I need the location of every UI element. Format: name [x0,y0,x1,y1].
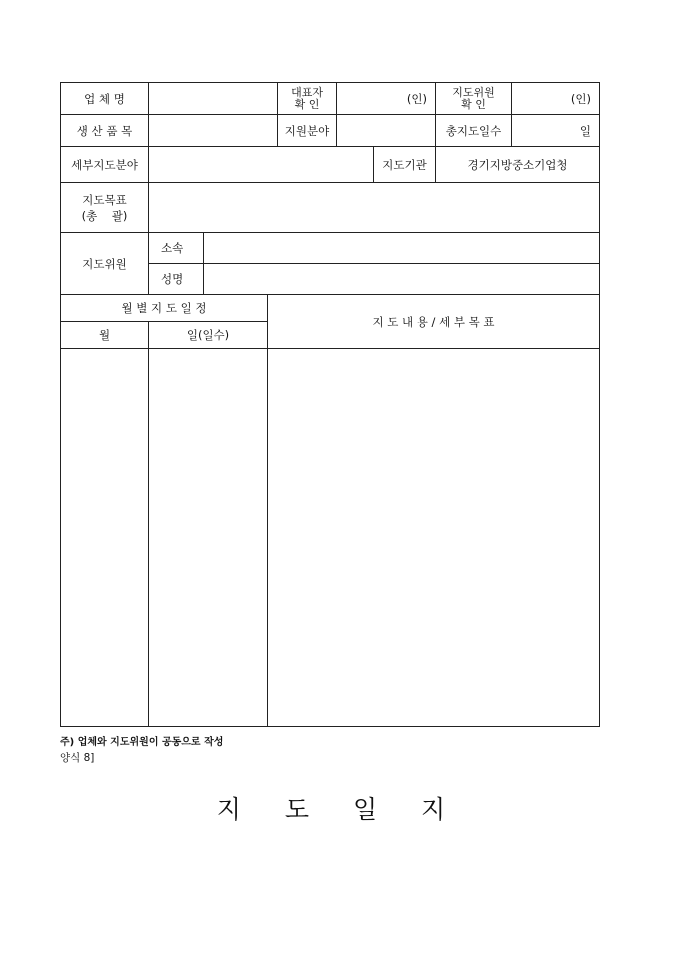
form-number: 양식 8] [60,752,95,764]
detail-field-row [61,147,600,183]
agency-value: 경기지방중소기업청 [436,147,600,183]
product-value[interactable] [149,115,278,147]
support-field-value[interactable] [337,115,436,147]
goal-label [61,183,149,233]
name-label: 성명 [149,264,204,295]
advisor-seal-mark[interactable]: (인) [512,83,600,115]
affiliation-label: 소속 [149,233,204,264]
company-label: 업 체 명 [61,83,149,115]
advisor-confirm-label: 지도위원 확 인 [436,83,512,115]
ceo-seal-mark[interactable]: (인) [337,83,436,115]
ceo-confirm-label: 대표자 확 인 [278,83,337,115]
product-label: 생 산 품 목 [61,115,149,147]
advisor-label: 지도위원 [61,233,149,295]
day-column-body[interactable] [149,349,268,727]
guidance-log-form [60,82,600,727]
schedule-header-row [61,295,600,322]
detail-field-label: 세부지도분야 [61,147,149,183]
support-field-label: 지원분야 [278,115,337,147]
goal-label-line2: (총 괄) [81,208,128,223]
content-column-body[interactable] [268,349,600,727]
footnote: 주) 업체와 지도위원이 공동으로 작성 [60,737,224,748]
name-value[interactable] [204,264,600,295]
agency-label: 지도기관 [374,147,436,183]
content-label: 지 도 내 용 / 세 부 목 표 [268,295,600,349]
company-row [61,83,600,115]
detail-field-value[interactable] [149,147,374,183]
month-label: 월 [61,322,149,349]
schedule-body-row [61,349,600,727]
monthly-schedule-label: 월 별 지 도 일 정 [61,295,268,322]
affiliation-value[interactable] [204,233,600,264]
advisor-affiliation-row [61,233,600,264]
month-column-body[interactable] [61,349,149,727]
goal-row [61,183,600,233]
document-title: 지 도 일 지 [216,795,464,824]
goal-label-line1: 지도목표 [82,192,127,207]
total-days-label: 총지도일수 [436,115,512,147]
goal-value[interactable] [149,183,600,233]
day-count-label: 일(일수) [149,322,268,349]
product-row [61,115,600,147]
total-days-unit[interactable]: 일 [512,115,600,147]
company-value[interactable] [149,83,278,115]
